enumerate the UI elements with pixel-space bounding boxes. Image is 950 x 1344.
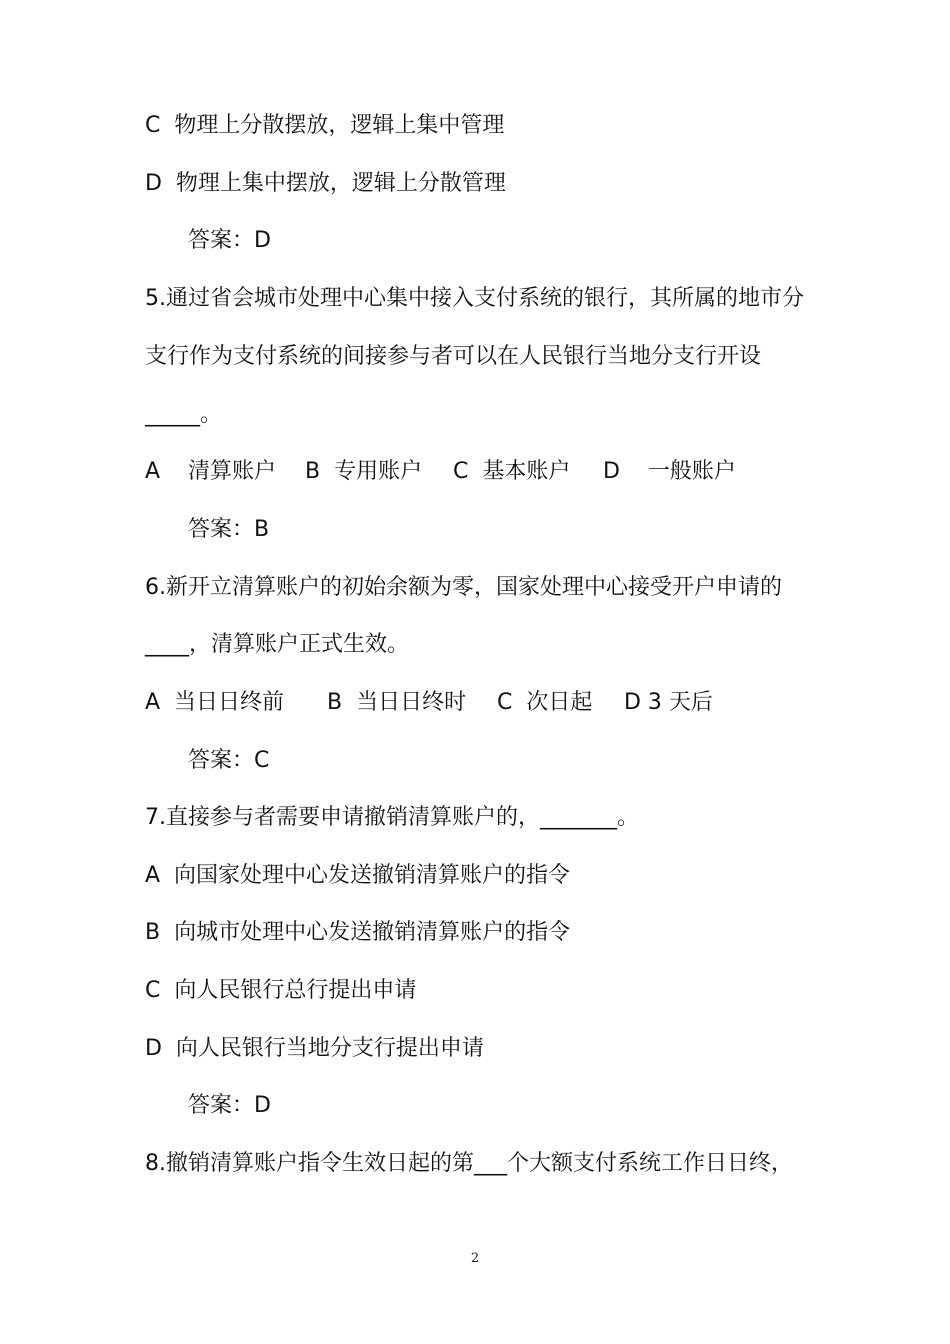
q6-text-line-1: 6.新开立清算账户的初始余额为零，国家处理中心接受开户申请的 xyxy=(145,575,782,600)
q7-option-c: C 向人民银行总行提出申请 xyxy=(145,978,417,1003)
q5-text-line-3: _____。 xyxy=(145,402,223,427)
q4-answer: 答案：D xyxy=(188,228,271,253)
q7-option-a: A 向国家处理中心发送撤销清算账户的指令 xyxy=(145,863,571,888)
q5-text-line-2: 支行作为支付系统的间接参与者可以在人民银行当地分支行开设 xyxy=(145,344,762,369)
q6-answer: 答案：C xyxy=(188,748,270,773)
q5-option-c: C 基本账户 xyxy=(453,459,571,484)
q5-text-line-1: 5.通过省会城市处理中心集中接入支付系统的银行，其所属的地市分 xyxy=(145,286,804,311)
q7-option-d: D 向人民银行当地分支行提出申请 xyxy=(145,1036,484,1061)
q6-text-line-2: ____，清算账户正式生效。 xyxy=(145,632,410,657)
q6-option-d: D 3 天后 xyxy=(624,690,713,715)
q7-text-line-1: 7.直接参与者需要申请撤销清算账户的，_______。 xyxy=(145,805,639,830)
q5-option-b: B 专用账户 xyxy=(305,459,423,484)
q6-option-b: B 当日日终时 xyxy=(327,690,467,715)
q4-option-c: C 物理上分散摆放，逻辑上集中管理 xyxy=(145,113,505,138)
q7-answer: 答案：D xyxy=(188,1093,271,1118)
q4-option-d: D 物理上集中摆放，逻辑上分散管理 xyxy=(145,171,506,196)
q8-text-line-1: 8.撤销清算账户指令生效日起的第___个大额支付系统工作日日终， xyxy=(145,1151,793,1176)
q5-option-d: D 一般账户 xyxy=(603,459,736,484)
q7-option-b: B 向城市处理中心发送撤销清算账户的指令 xyxy=(145,920,571,945)
q6-option-c: C 次日起 xyxy=(497,690,593,715)
page-number: 2 xyxy=(470,1251,480,1266)
q6-option-a: A 当日日终前 xyxy=(145,690,285,715)
q5-option-a: A 清算账户 xyxy=(145,459,277,484)
q5-answer: 答案：B xyxy=(188,517,270,542)
